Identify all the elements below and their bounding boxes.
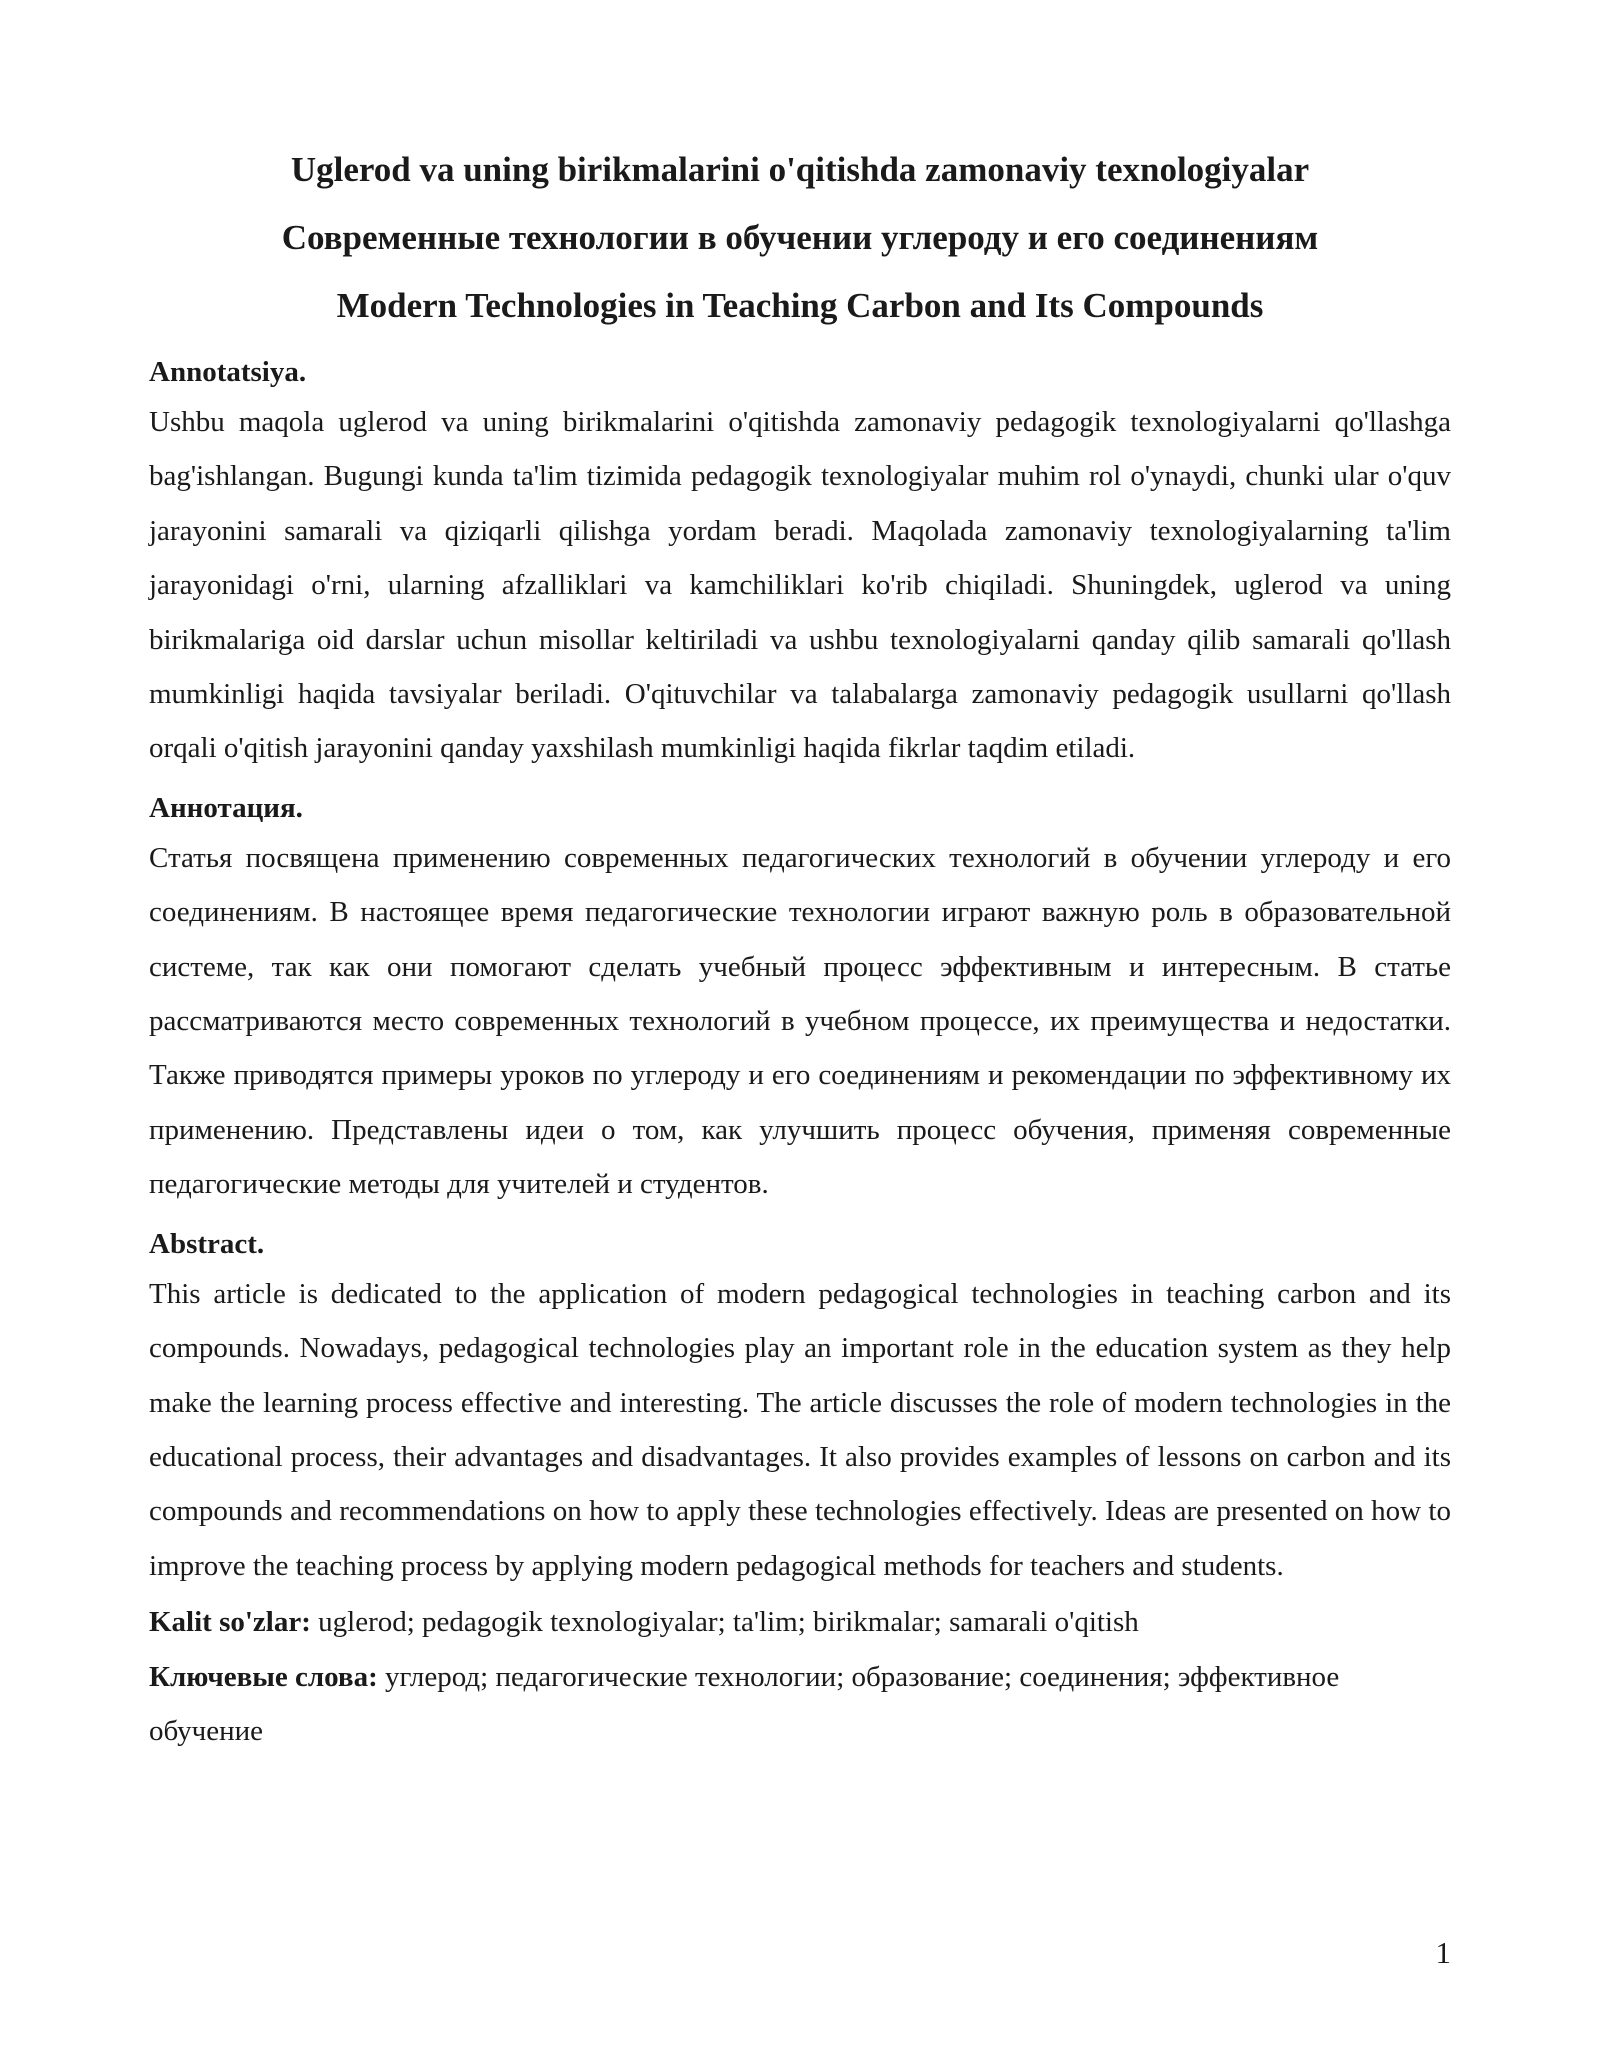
annotation-uzbek-text: Ushbu maqola uglerod va uning birikmalarini o'qitishda zamonaviy pedagogik texnologiyalarni qo'llashga bag'ishlangan. Bugungi kunda ta'lim tizimida pedagogik texnologiyalar muhim rol o'ynaydi, chunki ular o'quv jarayonini samarali va qiziqarli qilishga yordam beradi. Maqolada zamonaviy texnologiyalarning ta'lim jarayonidagi o'rni, ularning afzalliklari va kamchiliklari ko'rib chiqiladi. Shuningdek, uglerod va uning birikmalariga oid darslar uchun misollar keltiriladi va ushbu texnologiyalarni qanday qilib samarali qo'llash mumkinligi haqida tavsiyalar beriladi. O'qituvchilar va talabalarga zamonaviy pedagogik usullarni qo'llash orqali o'qitish jarayonini qanday yaxshilash mumkinligi haqida fikrlar taqdim etiladi.: [149, 406, 1451, 765]
annotation-uzbek-heading: Annotatsiya.: [149, 356, 307, 388]
abstract-english-text: This article is dedicated to the application of modern pedagogical technologies in teaching carbon and its compounds. Nowadays, pedagogical technologies play an important role in the education system as they help make the learning process effective and interesting. The article discusses the role of modern technologies in the educational process, their advantages and disadvantages. It also provides examples of lessons on carbon and its compounds and recommendations on how to apply these technologies effectively. Ideas are presented on how to improve the teaching process by applying modern pedagogical methods for teachers and students.: [149, 1277, 1451, 1582]
keywords-uzbek-label: Kalit so'zlar:: [149, 1606, 311, 1639]
annotation-russian-heading: Аннотация.: [149, 791, 303, 824]
title-english: Modern Technologies in Teaching Carbon and Its Compounds: [336, 286, 1264, 325]
annotation-uzbek-section: [149, 350, 1451, 776]
keywords-russian-label: Ключевые слова:: [149, 1660, 378, 1693]
title-uzbek: Uglerod va uning birikmalarini o'qitishda zamonaviy texnologiyalar: [290, 150, 1310, 189]
abstract-english-section: [149, 1222, 1451, 1593]
abstract-english-heading: Abstract.: [149, 1227, 265, 1260]
title-russian: Современные технологии в обучении углероду и его соединениям: [281, 218, 1319, 257]
keywords-uzbek-text: uglerod; pedagogik texnologiyalar; ta'lim; birikmalar; samarali o'qitish: [310, 1606, 1139, 1639]
keywords-russian-text: углерод; педагогические технологии; образование; соединения; эффективное обучение: [149, 1660, 1340, 1747]
keywords-uzbek: [149, 1595, 1451, 1649]
annotation-russian-text: Статья посвящена применению современных педагогических технологий в обучении углероду и его соединениям. В настоящее время педагогические технологии играют важную роль в образовательной системе, так как они помогают сделать учебный процесс эффективным и интересным. В статье рассматриваются место современных технологий в учебном процессе, их преимущества и недостатки. Также приводятся примеры уроков по углероду и его соединениям и рекомендации по эффективному их применению. Представлены идеи о том, как улучшить процесс обучения, применяя современные педагогические методы для учителей и студентов.: [149, 841, 1451, 1201]
page-number: 1: [1435, 1935, 1451, 1970]
keywords-russian: [149, 1650, 1451, 1759]
annotation-russian-section: [149, 786, 1451, 1212]
document-page: [149, 0, 1451, 1758]
